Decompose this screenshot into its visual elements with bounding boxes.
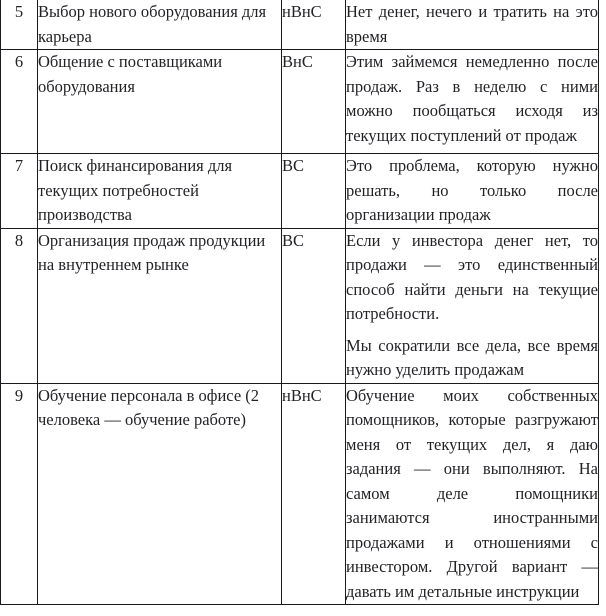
code-cell: ВС [282, 154, 346, 229]
row-number-cell: 9 [1, 383, 38, 605]
task-cell: Общение с поставщиками оборудования [38, 50, 282, 154]
comment-paragraph: Если у инвестора денег нет, то продажи — это единственный способ найти деньги на текущие потребности. [346, 230, 598, 323]
code-cell: нВнС [282, 0, 346, 50]
table-row [1, 154, 599, 229]
comment-paragraph: Это проблема, которую нужно решать, но только после организации продаж [346, 156, 598, 224]
table-row [1, 383, 599, 605]
comment-cell [346, 50, 599, 154]
table-row [1, 228, 599, 383]
table-body [1, 0, 599, 605]
code-cell: ВнС [282, 50, 346, 154]
comment-cell [346, 228, 599, 383]
comment-cell [346, 0, 599, 50]
task-cell: Обучение персонала в офисе (2 человека — обучение работе) [38, 383, 282, 605]
table-row [1, 50, 599, 154]
comment-paragraph: Обучение моих собственных помощников, которые разгружают меня от текущих дел, я даю задания — они выполняют. На самом деле помощники занимаются иностранными продажами и отношениями с инвестором. Другой вариант — давать им детальные инструкции [346, 385, 598, 601]
row-number-cell: 7 [1, 154, 38, 229]
comment-cell [346, 154, 599, 229]
comment-paragraph: Этим займемся немедленно после продаж. Раз в неделю с ними можно пообщаться исходя из текущих поступлений от продаж [346, 52, 598, 145]
code-cell: нВнС [282, 383, 346, 605]
comment-cell [346, 383, 599, 605]
row-number-cell: 8 [1, 228, 38, 383]
table-row [1, 0, 599, 50]
row-number-cell: 5 [1, 0, 38, 50]
row-number-cell: 6 [1, 50, 38, 154]
task-cell: Организация продаж продукции на внутреннем рынке [38, 228, 282, 383]
task-cell: Поиск финансирования для текущих потребностей производства [38, 154, 282, 229]
comment-paragraph: Нет денег, нечего и тратить на это время [346, 2, 598, 46]
comment-paragraph: Мы сократили все дела, все время нужно уделить продажам [346, 335, 598, 379]
code-cell: ВС [282, 228, 346, 383]
task-cell: Выбор нового оборудования для карьера [38, 0, 282, 50]
